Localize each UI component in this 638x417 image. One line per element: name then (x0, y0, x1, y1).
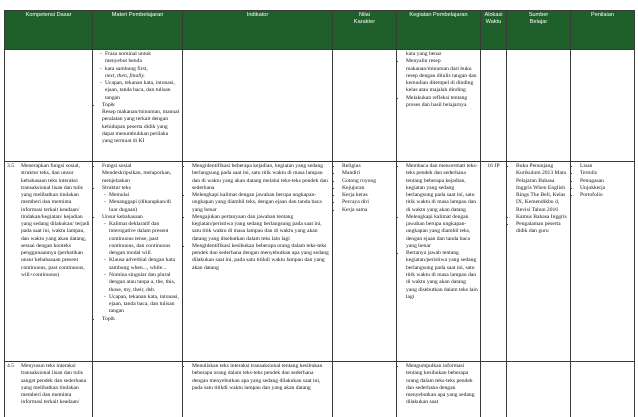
list-item: • Melakukan refleksi tentang proses dan hasil belajarnya (406, 95, 478, 110)
list-item: • Topik (102, 316, 180, 323)
kompetensi-cell (5, 50, 93, 162)
kompetensi-item (7, 163, 90, 279)
kompetensi-item (7, 363, 90, 407)
penilaian-cell (571, 362, 635, 417)
kegiatan-list (399, 163, 478, 301)
sumber-cell (507, 50, 571, 162)
list-item: • Lisan (580, 163, 632, 170)
list-item: • Gotong royong (342, 178, 394, 185)
indikator-cell (183, 162, 333, 362)
kd-text: Menerapkan fungsi sosial, struktur teks, dan unsur kebahasaan teks interaksi transaksional lisan dan tulis yang melibatkan tindakan memberi dan meminta informasi terkait keadaan/ tindakan/kegiatan/ kejadian yang sedang dilakukan/ terjadi pada saat ini, waktu lampau, dan waktu yang akan datang, sesuai dengan konteks penggunaannya (perhatikan unsur kebahasaan present continuous, past continuous, will+continuous) (21, 163, 90, 278)
nilai-cell (333, 50, 397, 162)
syllabus-table (4, 10, 635, 417)
list-item: • Kerja sama (342, 207, 394, 214)
indikator-cell (183, 50, 333, 162)
table-row (5, 162, 635, 362)
list-item: • Pengalaman peserta didik dan guru (516, 221, 568, 236)
list-item: • Buku Penunjang Kurikulum 2013 Mata Pelajaran Bahasa Inggris When English Rings The Bell, Kelas IX, Kemendikbu d, Revisi Tahun 2016 (516, 163, 568, 214)
materi-cell (93, 362, 183, 417)
list-item: • Portofolio (580, 192, 632, 199)
list-item: - Memulai (109, 192, 180, 199)
nilai-list (335, 163, 394, 214)
penilaian-list (573, 163, 632, 199)
list-item: • Unjukkerja (580, 185, 632, 192)
table-row (5, 362, 635, 417)
list-item: kata, intonasi, ejaan, (105, 80, 175, 94)
header-indikator: Indikator (183, 11, 333, 50)
nilai-cell (333, 362, 397, 417)
header-kompetensi-dasar: Kompetensi Dasar (5, 11, 93, 50)
header-penilaian: Penilaian (571, 11, 635, 50)
indikator-cell (183, 362, 333, 417)
header-kegiatan-pembelajaran: Kegiatan Pembelajaran (397, 11, 481, 50)
alokasi-cell: 16 JP (481, 162, 507, 362)
kegiatan-cell (397, 162, 481, 362)
header-nilai-karakter: Nilai Karakter (333, 11, 397, 50)
list-item: • Melengkapi kalimat dengan jawaban berupa ungkapan-ungkapan yang diambil teks, dengan ejaan dan tanda baca yang benar (192, 192, 330, 214)
list-item: • Membaca dan mencermati teks-teks pendek dan sederhana tentang beberapa kejadian, kegiatan yang sedang berlangsung pada saat ini, satu titik waktu di masa lampau dan di waktu yang akan datang (406, 163, 478, 214)
materi-cell (93, 50, 183, 162)
penilaian-cell (571, 162, 635, 362)
list-item: • Mengajukan pertanyaan dan jawaban tentang kegiatan/peristiwa yang sedang berlangsung pada saat ini, satu titik waktu di masa lampau dan di waktu yang akan datang yang disebutkan dalam teks lain lagi (192, 214, 330, 243)
kompetensi-cell (5, 362, 93, 417)
list-item: kata sambung first, (105, 65, 148, 72)
header-materi-pembelajaran: Materi Pembelajaran (93, 11, 183, 50)
list-item: • Kamus Bahasa Inggris (516, 214, 568, 221)
list-item: tanda baca, dan (119, 87, 155, 94)
list-item: • Tertulis (580, 170, 632, 177)
kegiatan-cell (397, 50, 481, 162)
list-item: Mendeskripsikan, melaporkan, menjelaskan (102, 170, 172, 184)
list-item: next, then, finally. (105, 72, 145, 79)
list-item: • Mandiri (342, 170, 394, 177)
list-item: Frasa nominal untuk (105, 51, 151, 57)
kegiatan-continuation-text: kata yang benar (406, 51, 442, 57)
list-item: - Kalimat deklaratif dan interogative dalam present continuous tense, past continuous, dan continuous dengan modal will. (109, 221, 180, 257)
kd-number: 4.5 (7, 363, 14, 369)
topic-text: Resep makanan/minuman, manual peralatan yang terkait dengan kehidupan peserta didik yang dapat menumbuhkan perilaku yang termuat di KI (102, 109, 180, 145)
kegiatan-cell (397, 362, 481, 417)
kd-text: Menyusun teks interaksi transaksional lisan dan tulis sangat pendek dan sederhana yang melibatkan tindakan memberi dan meminta informasi terkait keadaan/ (21, 363, 87, 406)
list-item: menyebut benda (105, 58, 142, 65)
list-item: Fungsi sosial (102, 163, 132, 169)
list-item: Ucapan, tekanan (105, 80, 143, 87)
materi-topic-list (95, 102, 180, 146)
list-item: - Menanggapi (diharapkan/di luar dugaan) (109, 199, 180, 214)
list-item: • Bertanya jawab tentang kegiatan/peristiwa yang sedang berlangsung pada saat ini, satu titik waktu di masa lampau dan di waktu yang akan datang yang disebutkan dalam teks lain lagi (406, 250, 478, 301)
sumber-cell (507, 162, 571, 362)
list-item: Struktur teks (102, 184, 131, 191)
list-item: • Kejujuran (342, 185, 394, 192)
list-item: - Ucapan, tekanan kata, intonasi, ejaan, tanda baca, dan tulisan tangan (109, 294, 180, 316)
table-header-row (5, 11, 635, 50)
penilaian-cell (571, 50, 635, 162)
kompetensi-cell (5, 162, 93, 362)
sumber-list (509, 163, 568, 236)
list-item: Unsur kebahasaan (102, 213, 143, 220)
list-item: • Melengkapi kalimat dengan jawaban berupa ungkapan-ungkapan yang diambil teks, dengan ejaan dan tanda baca yang benar (406, 214, 478, 250)
list-item: • Mengidentifikasi beberapa kejadian, kegiatan yang sedang berlangsung pada saat ini, satu titik waktu di masa lampau dan di waktu yang akan datang melalui teks-teks pendek dan sederhana (192, 163, 330, 192)
list-item: - Klausa adverbial dengan kata sambung when..., while... (109, 257, 180, 272)
kd-number: 3.5 (7, 163, 14, 169)
sumber-cell (507, 362, 571, 417)
list-item: tulisan tangan (105, 87, 171, 101)
materi-list (95, 163, 180, 323)
alokasi-cell (481, 50, 507, 162)
list-item: - Nomina singular dan plural dengan atau tanpa a, the, this, those, my, their, dsb. (109, 272, 180, 294)
nilai-cell (333, 162, 397, 362)
alokasi-cell (481, 362, 507, 417)
table-row (5, 50, 635, 162)
list-item: • Mengumpulkan informasi tentang kesibukan beberapa orang dalam teks-teks pendek dan sederhana dengan menyebutkan apa yang sedang dilakukan saat (406, 363, 478, 407)
list-item: • Kerja keras (342, 192, 394, 199)
list-item: • Menyalin resep makanan/minuman dari buku resep dengan ditulis tangan dan kemudian ditempel di dinding kelas atau majalah dinding (406, 58, 478, 94)
list-item: • Penugasan (580, 178, 632, 185)
list-item: • Percaya diri (342, 199, 394, 206)
list-item: • Mengidentifikasi kesibukan beberapa orang dalam teks-teks pendek dan sederhana dengan menyebutkan apa yang sedang dilakukan saat ini, pada satu titikdi waktu lampau dan yang akan datang (192, 243, 330, 272)
kegiatan-list (399, 58, 478, 109)
materi-cell (93, 162, 183, 362)
header-alokasi-waktu: Alokasi Waktu (481, 11, 507, 50)
materi-continuation-list (95, 51, 180, 102)
indikator-list (185, 363, 330, 392)
indikator-list (185, 163, 330, 272)
list-item: • Religius (342, 163, 394, 170)
topic-label: Topik (102, 101, 115, 108)
header-sumber-belajar: Sumber Belajar (507, 11, 571, 50)
kegiatan-list (399, 363, 478, 407)
list-item: • Menuliskan teks interaksi transaksional tentang kesibukan beberapa orang dalam teks-teks pendek dan sederhana dengan menyebutkan apa yang sedang dilakukan saat ini, pada satu titikdi waktu lampau dan yang akan datang (192, 363, 330, 392)
